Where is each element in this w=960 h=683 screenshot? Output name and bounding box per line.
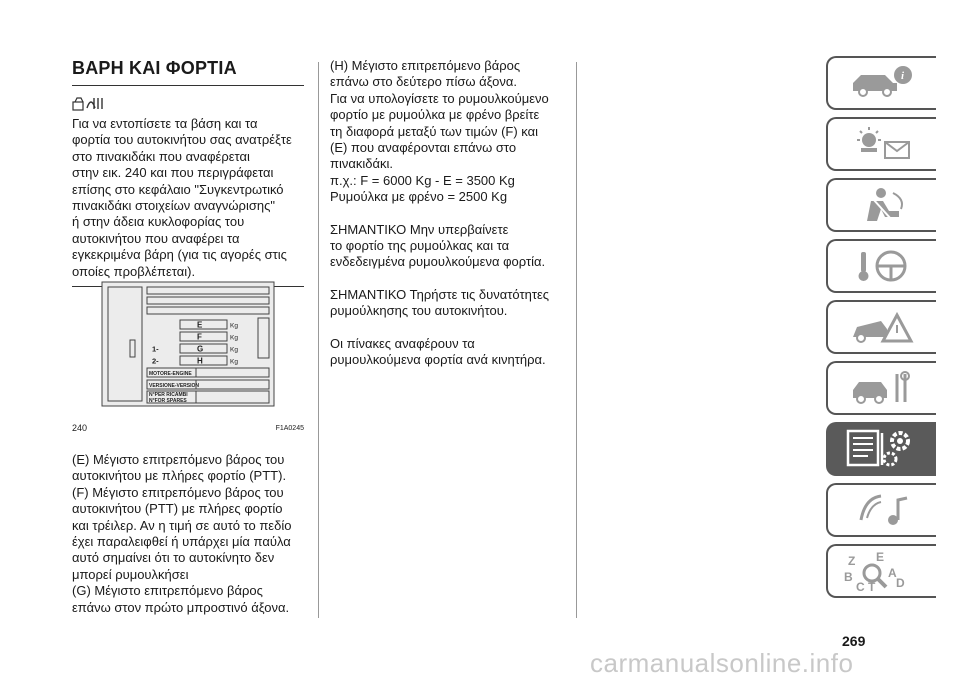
index-letter: Z	[848, 554, 856, 568]
watermark: carmanualsonline.info	[590, 648, 854, 678]
figure-code: F1A0245	[275, 425, 304, 432]
figure-number: 240	[72, 423, 88, 433]
multimedia-icon	[847, 490, 917, 530]
legend-paragraph: (E) Μέγιστο επιτρεπόμενο βάρος του αυτοκινήτου με πλήρες φορτίο (PTT). (F) Μέγιστο επιτρεπόμενο βάρος του αυτοκινήτου (PTT) με πλήρες φορτίο και τρέιλερ. Αν η τιμή σε αυτό το πεδίο έχει παραλειφθεί ή υπάρχει μία παύλα αυτό σημαίνει ότι το αυτοκίνητο δεν μπορεί ρυμουλκήσει (G) Μέγιστο επιτρεπόμενο βάρος επάνω στον πρώτο μπροστινό άξονα.	[72, 452, 292, 615]
plate-label-spares-it: N°PER RICAMBI	[149, 392, 188, 398]
identification-plate	[72, 270, 304, 420]
column-divider	[318, 62, 319, 618]
index-letter: D	[896, 576, 905, 590]
towing-calculation-paragraph: (H) Μέγιστο επιτρεπόμενο βάρος επάνω στο δεύτερο πίσω άξονα. Για να υπολογίσετε το ρυμουλκούμενο φορτίο με ρυμούλκα με φρένο βρείτε τη διαφορά μεταξύ των τιμών (F) και (E) που αναφέρονται επάνω στο πινακιδάκι. π.χ.: F = 6000 Kg - E = 3500 Kg Ρυμούλκα με φρένο = 2500 Kg	[330, 58, 549, 205]
plate-label-version: VERSIONE-VERSION	[149, 383, 200, 389]
plate-unit: Kg	[230, 346, 238, 354]
plate-axle-2: 2-	[152, 356, 159, 366]
plate-unit: Kg	[230, 322, 238, 330]
car-info-icon	[847, 63, 917, 103]
svg-text:i: i	[901, 70, 905, 82]
plate-field-g: G	[197, 344, 204, 354]
key-steering-icon	[847, 246, 917, 286]
plate-unit: Kg	[230, 334, 238, 342]
tab-index[interactable]	[826, 544, 936, 598]
dashboard-lights-icon	[847, 124, 917, 164]
tab-car-info[interactable]	[826, 56, 936, 110]
plate-field-e: E	[197, 320, 203, 330]
important-note-towing: ΣΗΜΑΝΤΙΚΟ Τηρήστε τις δυνατότητες ρυμούλκησης του αυτοκινήτου.	[330, 286, 550, 319]
seat-safety-icon	[847, 185, 917, 225]
middle-column	[330, 58, 570, 369]
index-letter: C	[856, 580, 865, 593]
tables-note: Οι πίνακες αναφέρουν τα ρυμουλκούμενα φορτία ανά κινητήρα.	[330, 335, 546, 368]
load-weight-icon	[72, 94, 304, 112]
section-title: ΒΑΡΗ ΚΑΙ ΦΟΡΤΙΑ	[72, 58, 304, 86]
index-icon	[842, 549, 922, 593]
column-divider	[576, 62, 577, 618]
important-note-load: ΣΗΜΑΝΤΙΚΟ Μην υπερβαίνετε το φορτίο της ρυμούλκας και τα ενδεδειγμένα ρυμουλκούμενα φορτία.	[330, 221, 546, 270]
index-letter: T	[868, 580, 876, 593]
plate-axle-1: 1-	[152, 344, 159, 354]
tab-safety[interactable]	[826, 178, 936, 232]
car-maintenance-icon	[847, 368, 917, 408]
plate-label-spares-en: N°FOR SPARES	[149, 398, 187, 404]
page-number: 269	[842, 633, 866, 649]
tab-starting-driving[interactable]	[826, 239, 936, 293]
tab-emergency[interactable]	[826, 300, 936, 354]
tab-dashboard[interactable]	[826, 117, 936, 171]
emergency-icon	[847, 307, 917, 347]
chapter-sidebar	[826, 56, 940, 605]
tab-maintenance[interactable]	[826, 361, 936, 415]
tab-multimedia[interactable]	[826, 483, 936, 537]
technical-data-icon	[842, 427, 922, 471]
index-letter: A	[888, 566, 897, 580]
index-letter: B	[844, 570, 853, 584]
plate-label-engine: MOTORE-ENGINE	[149, 371, 192, 377]
index-letter: E	[876, 550, 885, 564]
left-column	[72, 58, 304, 287]
figure-240	[72, 270, 304, 435]
plate-field-f: F	[197, 332, 202, 342]
tab-technical-data[interactable]	[826, 422, 936, 476]
plate-unit: Kg	[230, 358, 238, 366]
intro-paragraph: Για να εντοπίσετε τα βάση και τα φορτία του αυτοκινήτου σας ανατρέξτε στο πινακιδάκι που αναφέρεται στην εικ. 240 και που περιγράφεται επίσης στο κεφάλαιο "Συγκεντρωτικό πινακιδάκι στοιχείων αναγνώρισης" ή στην άδεια κυκλοφορίας του αυτοκινήτου που αναφέρει τα εγκεκριμένα βάρη (για τις αγορές στις οποίες προβλέπεται).	[72, 116, 292, 279]
plate-field-h: H	[197, 356, 203, 366]
